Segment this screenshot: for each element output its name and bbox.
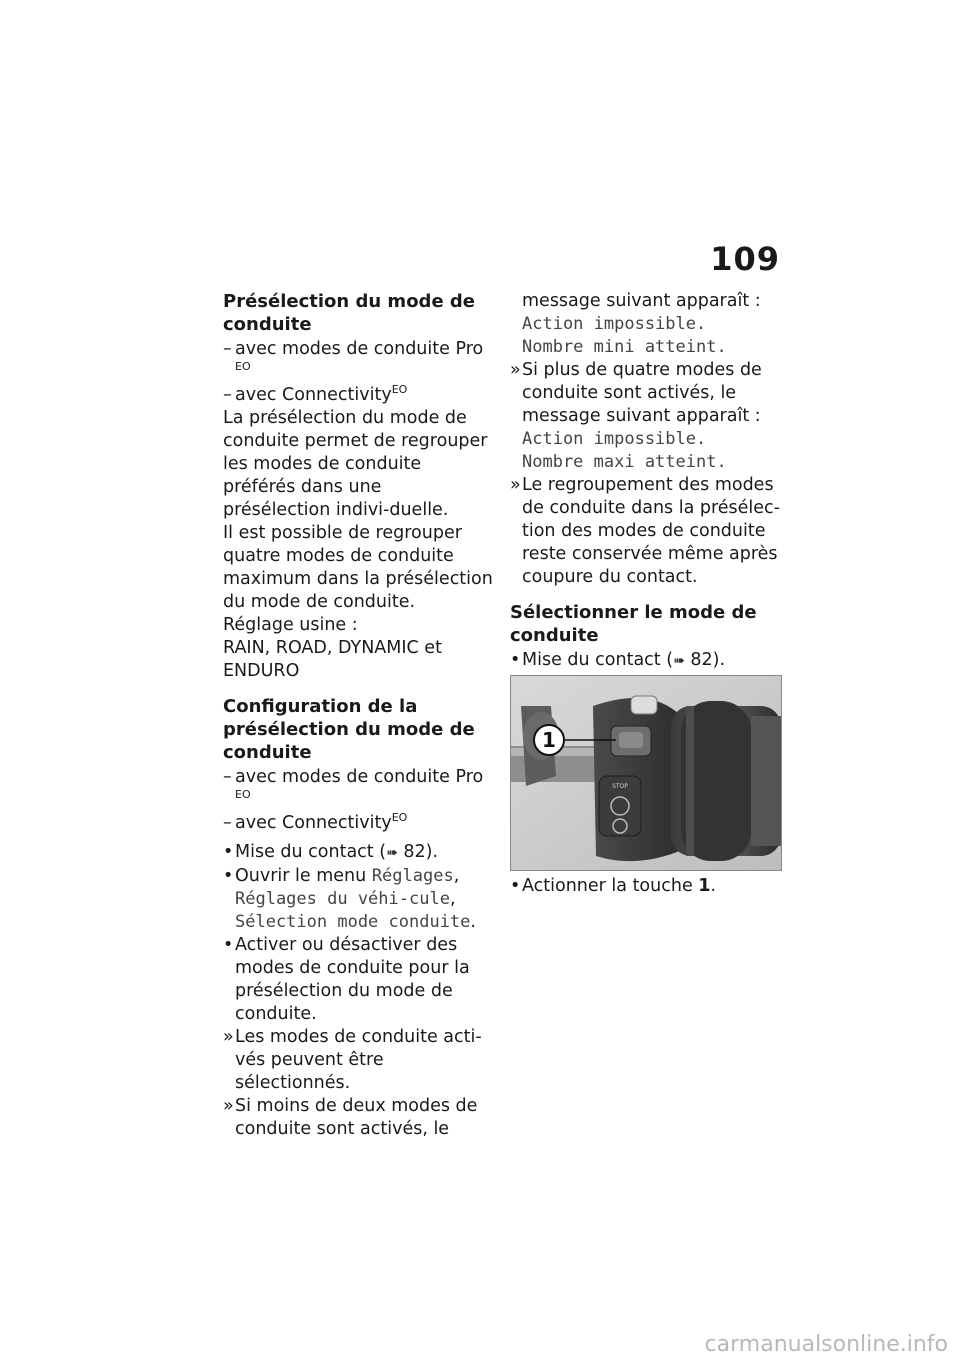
result-selectable: » Les modes de conduite acti-vés peuvent être sélectionnés. (223, 1026, 493, 1095)
right-column-bottom (510, 875, 782, 898)
section-heading-configuration: Configuration de la présélection du mode de conduite (223, 696, 475, 763)
result-min-warning: » Si moins de deux modes de conduite sont activés, le (223, 1095, 493, 1141)
handlebar-switch-illustration (511, 676, 781, 870)
step-press-button: • Actionner la touche 1. (510, 875, 782, 898)
paragraph-intro: La présélection du mode de conduite permet de regrouper les modes de conduite préférés dans une présélection indivi-duelle. (223, 408, 488, 520)
result-retained: » Le regroupement des modes de conduite dans la présélec-tion des modes de conduite reste conservée même après coupure du contact. (510, 474, 782, 589)
stop-label: STOP (612, 783, 628, 790)
page-ref-arrow-icon: ➠ (386, 845, 398, 861)
paragraph-max: Il est possible de regrouper quatre modes de conduite maximum dans la présélection du mode de conduite. (223, 523, 493, 612)
page-number: 109 (710, 240, 780, 278)
message-min-line1: Action impossible. (522, 314, 707, 334)
right-column (510, 290, 782, 673)
message-max-line2: Nombre maxi atteint. (522, 452, 727, 472)
factory-setting-value: RAIN, ROAD, DYNAMIC et ENDURO (223, 638, 442, 681)
condition-connectivity-2: – avec Connectivity$^{EO}$ (223, 812, 493, 835)
result-max-warning: » Si plus de quatre modes de conduite sont activés, le message suivant apparaît : (510, 359, 782, 428)
continued-text: message suivant apparaît : (522, 291, 761, 311)
section-heading-preselection: Présélection du mode de conduite (223, 291, 476, 335)
condition-connectivity: – avec Connectivity$^{EO}$ (223, 384, 493, 407)
page-ref-arrow-icon: ➠ (673, 653, 685, 669)
section-heading-select: Sélectionner le mode de conduite (510, 602, 757, 646)
condition-pro-modes: – avec modes de conduite Pro $^{EO}$ (223, 338, 493, 384)
factory-setting-label: Réglage usine : (223, 615, 358, 635)
left-column (223, 290, 493, 1141)
watermark-link[interactable]: carmanualsonline.info (704, 1332, 948, 1357)
message-max-line1: Action impossible. (522, 429, 707, 449)
message-min-line2: Nombre mini atteint. (522, 337, 727, 357)
step-ignition: • Mise du contact (➠ 82). (223, 841, 493, 865)
handlebar-switch-figure (510, 675, 782, 871)
step-ignition-2: • Mise du contact (➠ 82). (510, 649, 782, 673)
step-open-menu: • Ouvrir le menu Réglages, Réglages du véhi-cule, Sélection mode conduite. (223, 865, 493, 934)
condition-pro-modes-2: – avec modes de conduite Pro $^{EO}$ (223, 766, 493, 812)
callout-number: 1 (542, 728, 556, 752)
step-toggle-modes: • Activer ou désactiver des modes de conduite pour la présélection du mode de conduite. (223, 934, 493, 1026)
